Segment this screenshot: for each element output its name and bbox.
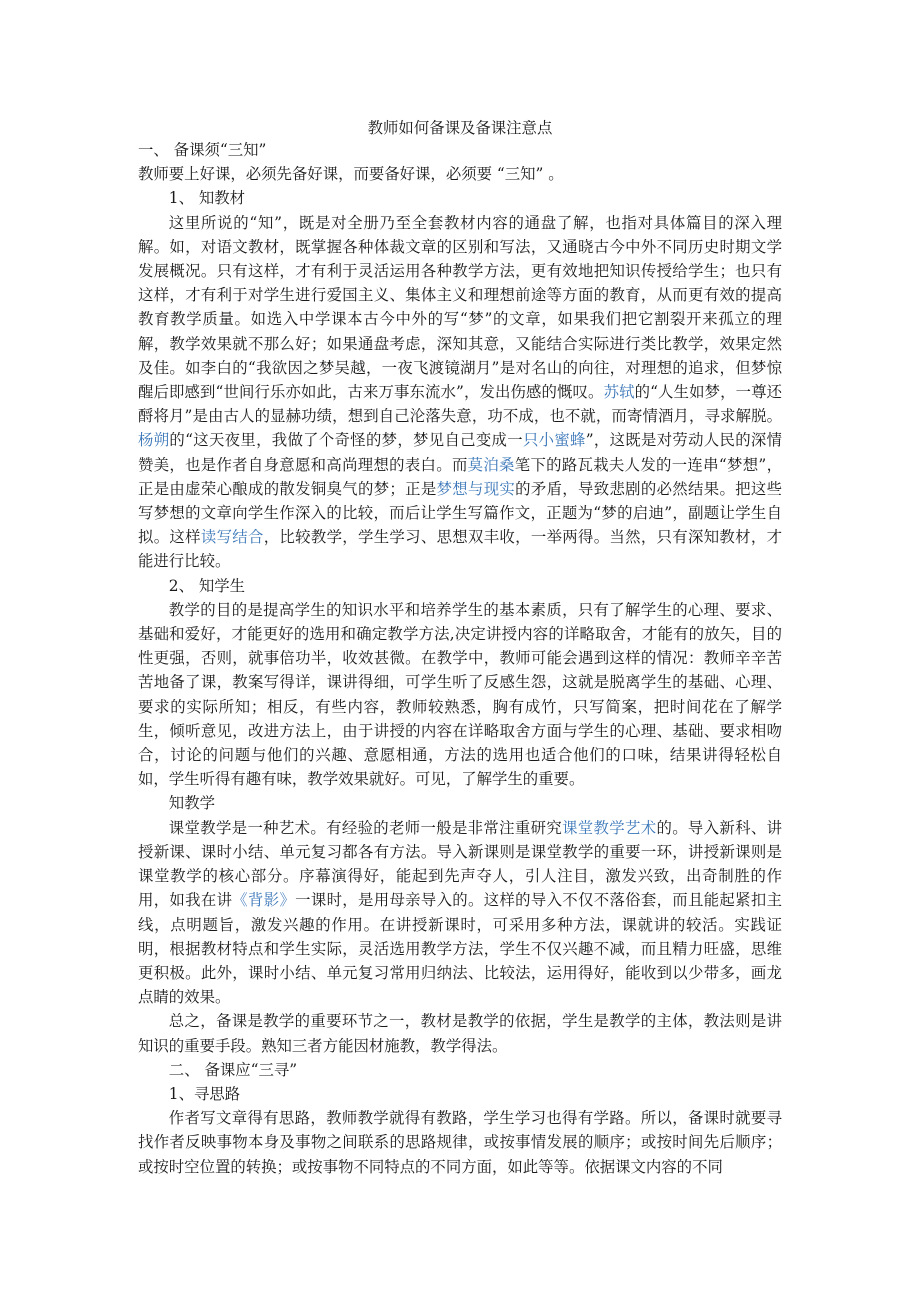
section-heading-1: 一、 备课须“三知” xyxy=(138,141,267,159)
text-link[interactable]: 只小蜜蜂 xyxy=(522,431,586,450)
text-run: 课堂教学是一种艺术。有经验的老师一般是非常注重研究 xyxy=(168,818,563,837)
text-run: 的“人生如梦，一尊还酹将月”是由古人的显赫功绩，想到自己沦落失意，功不成，也不就，而寄情酒月，寻求解脱。 xyxy=(138,383,782,426)
document-body xyxy=(138,138,782,1179)
text-run: 笔下的路瓦栽夫人发的一连串“梦想”，正是由虚荣心酿成的散发铜臭气的梦；正是 xyxy=(138,455,782,498)
text-run: 的矛盾，导致悲剧的必然结果。把这些写梦想的文章向学生作深入的比较，而后让学生写篇作文，正题为“梦的启迪”，副题让学生自拟。这样 xyxy=(138,479,782,547)
section-heading-2: 二、 备课应“三寻” xyxy=(168,1060,298,1079)
intro-paragraph: 教师要上好课，必须先备好课，而要备好课，必须要 “三知” 。 xyxy=(138,165,564,184)
subheading-know-teaching: 知教学 xyxy=(168,794,215,813)
text-link[interactable]: 苏轼 xyxy=(603,383,635,402)
text-run: 一课时，是用母亲导入的。这样的导入不仅不落俗套，而且能起紧扣主线，点明题旨，激发兴趣的作用。在讲授新课时，可采用多种方法，课就讲的较活。实践证明，根据教材特点和学生实际，灵活选用教学方法，学生不仅兴趣不减，而且精力旺盛，思维更积极。此外，课时小结、单元复习常用归纳法、比较法，运用得好，能收到以少带多，画龙点睛的效果。 xyxy=(138,891,782,1007)
paragraph-summary xyxy=(138,1009,782,1057)
text-run: 的。导入新科、讲授新课、课时小结、单元复习都各有方法。导入新课则是课堂教学的重要一环，讲授新课则是课堂教学的核心部分。序幕演得好，能起到先声夺人，引人注目，激发兴致，出奇制胜的作用，如我在讲 xyxy=(138,818,782,910)
paragraph-know-teaching xyxy=(138,816,782,1010)
text-run: ”，这既是对劳动人民的深情赞美，也是作者自身意愿和高尚理想的表白。而 xyxy=(138,431,782,474)
text-link[interactable]: 《背影》 xyxy=(232,891,296,910)
text-link[interactable]: 杨朔 xyxy=(138,431,170,450)
subheading-know-textbook: 1、 知教材 xyxy=(168,189,246,208)
text-link[interactable]: 梦想与现实 xyxy=(436,479,516,498)
text-run: ，比较教学，学生学习、思想双丰收，一举两得。当然，只有深知教材，才能进行比较。 xyxy=(138,528,782,571)
text-run: 这里所说的“知”，既是对全册乃至全套教材内容的通盘了解，也指对具体篇目的深入理解。如，对语文教材，既掌握各种体裁文章的区别和写法，又通晓古今中外不同历史时期文学发展概况。只有这样，才有利于灵活运用各种教学方法，更有效地把知识传授给学生；也只有这样，才有利于对学生进行爱国主义、集体主义和理想前途等方面的教育，从而更有效的提高教育教学质量。如选入中学课本古今中外的写“梦”的文章，如果我们把它割裂开来孤立的理解，教学效果就不那么好；如果通盘考虑，深知其意，又能结合实际进行类比教学，效果定然及佳。如李白的“我欲因之梦吴越，一夜飞渡镜湖月”是对名山的向往，对理想的追求，但梦惊醒后即感到“世间行乐亦如此，古来万事东流水”，发出伤感的慨叹。 xyxy=(138,213,782,402)
text-link[interactable]: 莫泊桑 xyxy=(467,455,515,474)
paragraph-know-students xyxy=(138,598,782,792)
subheading-know-students: 2、 知学生 xyxy=(168,576,246,595)
subheading-find-thinking: 1、寻思路 xyxy=(168,1084,241,1103)
text-link[interactable]: 课堂教学艺术 xyxy=(562,818,657,837)
paragraph-find-thinking xyxy=(138,1106,782,1179)
text-run: 总之，备课是教学的重要环节之一，教材是教学的依据，学生是教学的主体，教法则是讲知识的重要手段。熟知三者方能因材施教，教学得法。 xyxy=(138,1012,782,1055)
document-title: 教师如何备课及备课注意点 xyxy=(367,119,553,137)
text-run: 的“这天夜里，我做了个奇怪的梦，梦见自己变成一 xyxy=(169,431,523,450)
text-link[interactable]: 读写结合 xyxy=(200,528,264,547)
text-run: 作者写文章得有思路，教师教学就得有教路，学生学习也得有学路。所以，备课时就要寻找作者反映事物本身及事物之间联系的思路规律，或按事情发展的顺序；或按时间先后顺序；或按时空位置的转换；或按事物不同特点的不同方面，如此等等。依据课文内容的不同 xyxy=(138,1109,782,1176)
text-run: 教学的目的是提高学生的知识水平和培养学生的基本素质，只有了解学生的心理、要求、基础和爱好，才能更好的选用和确定教学方法,决定讲授内容的详略取舍，才能有的放矢，目的性更强，否则，就事倍功半，收效甚微。在教学中，教师可能会遇到这样的情况：教师辛辛苦苦地备了课，教案写得详，课讲得细，可学生听了反感生怨，这就是脱离学生的基础、心理、要求的实际所知；相反，有些内容，教师较熟悉，胸有成竹，只写简案，把时间花在了解学生，倾听意见，改进方法上，由于讲授的内容在详略取舍方面与学生的心理、基础、要求相吻合，讨论的问题与他们的兴趣、意愿相通，方法的选用也适合他们的口味，结果讲得轻松自如，学生听得有趣有味，教学效果就好。可见，了解学生的重要。 xyxy=(138,600,782,789)
paragraph-know-textbook xyxy=(138,211,782,574)
